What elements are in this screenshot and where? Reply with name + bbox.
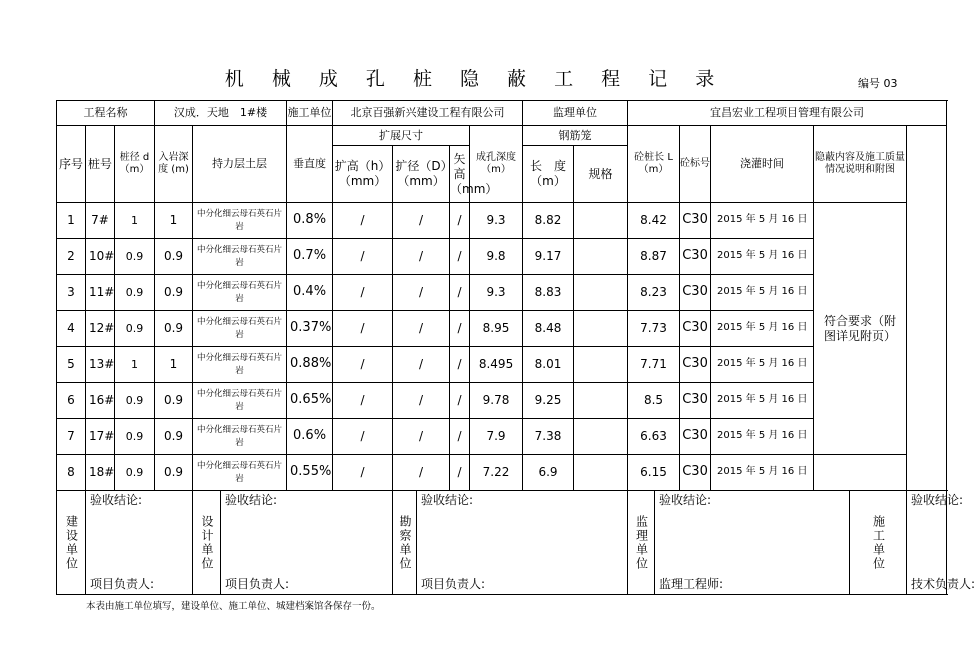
cell-concrete-grade: C30 [680, 347, 711, 383]
header-hole-depth: 成孔深度（m） [470, 126, 523, 203]
cell-arrow-height: / [450, 383, 470, 419]
cell-arrow-height: / [450, 203, 470, 239]
acceptance-unit-name: 设计单位 [193, 491, 221, 595]
cell-seq: 2 [57, 239, 86, 275]
cell-pile: 11# [86, 275, 115, 311]
header-row-1 [57, 126, 947, 146]
cell-expand-height: / [333, 275, 393, 311]
table-row [57, 455, 947, 491]
cell-rock-depth: 0.9 [155, 239, 193, 275]
cell-diameter: 0.9 [115, 383, 155, 419]
cell-verticality: 0.88% [287, 347, 333, 383]
cell-concrete-length: 8.87 [628, 239, 680, 275]
cell-concrete-length: 8.42 [628, 203, 680, 239]
acceptance-conclusion-label: 验收结论: [90, 493, 143, 507]
acceptance-conclusion-label: 验收结论: [225, 493, 278, 507]
cell-cage-length: 8.01 [523, 347, 574, 383]
acceptance-unit-name: 监理单位 [628, 491, 655, 595]
cell-hole-depth: 9.3 [470, 203, 523, 239]
cell-seq: 8 [57, 455, 86, 491]
acceptance-unit-name: 勘察单位 [393, 491, 417, 595]
cell-arrow-height: / [450, 419, 470, 455]
cell-concrete-grade: C30 [680, 455, 711, 491]
cell-hole-depth: 7.9 [470, 419, 523, 455]
cell-verticality: 0.8% [287, 203, 333, 239]
cell-concrete-grade: C30 [680, 203, 711, 239]
cell-hole-depth: 9.8 [470, 239, 523, 275]
cell-expand-diameter: / [393, 419, 450, 455]
header-cage-spec: 规格 [574, 146, 628, 203]
cell-bearing-layer: 中分化细云母石英石片岩 [193, 311, 287, 347]
cell-pour-date: 2015 年 5 月 16 日 [711, 239, 814, 275]
page-title: 机 械 成 孔 桩 隐 蔽 工 程 记 录 [224, 68, 726, 90]
cell-bearing-layer: 中分化细云母石英石片岩 [193, 383, 287, 419]
cell-expand-height: / [333, 239, 393, 275]
header-concrete-grade: 砼标号 [680, 126, 711, 203]
cell-verticality: 0.55% [287, 455, 333, 491]
cell-arrow-height: / [450, 347, 470, 383]
cell-pour-date: 2015 年 5 月 16 日 [711, 203, 814, 239]
cell-pour-date: 2015 年 5 月 16 日 [711, 455, 814, 491]
cell-bearing-layer: 中分化细云母石英石片岩 [193, 419, 287, 455]
cell-diameter: 1 [115, 347, 155, 383]
project-name-label: 工程名称 [57, 101, 155, 126]
header-expand-size: 扩展尺寸 [333, 126, 470, 146]
supervision-unit-value: 宜昌宏业工程项目管理有限公司 [628, 101, 947, 126]
cell-verticality: 0.7% [287, 239, 333, 275]
cell-cage-length: 8.83 [523, 275, 574, 311]
cell-cage-spec [574, 275, 628, 311]
cell-concrete-grade: C30 [680, 419, 711, 455]
cell-hole-depth: 8.495 [470, 347, 523, 383]
cell-expand-diameter: / [393, 311, 450, 347]
cell-cage-length: 8.48 [523, 311, 574, 347]
cell-expand-height: / [333, 311, 393, 347]
cell-cage-spec [574, 419, 628, 455]
cell-concrete-grade: C30 [680, 239, 711, 275]
table-row [57, 203, 947, 239]
acceptance-signer-label: 监理工程师: [659, 577, 724, 591]
header-arrow-height: 矢高（mm） [450, 146, 470, 203]
cell-pile: 18# [86, 455, 115, 491]
header-rock-depth: 入岩深度 (m) [155, 126, 193, 203]
cell-cage-spec [574, 239, 628, 275]
cell-bearing-layer: 中分化细云母石英石片岩 [193, 347, 287, 383]
cell-bearing-layer: 中分化细云母石英石片岩 [193, 239, 287, 275]
cell-hole-depth: 8.95 [470, 311, 523, 347]
table-row [57, 311, 947, 347]
acceptance-signer-label: 项目负责人: [90, 577, 155, 591]
cell-pile: 7# [86, 203, 115, 239]
acceptance-conclusion-label: 验收结论: [911, 493, 964, 507]
cell-expand-height: / [333, 203, 393, 239]
table-row [57, 419, 947, 455]
cell-rock-depth: 1 [155, 203, 193, 239]
cell-diameter: 0.9 [115, 311, 155, 347]
cell-expand-height: / [333, 347, 393, 383]
cell-diameter: 1 [115, 203, 155, 239]
cell-concrete-length: 6.15 [628, 455, 680, 491]
acceptance-row [57, 491, 947, 595]
acceptance-signer-label: 项目负责人: [421, 577, 486, 591]
acceptance-signer-label: 项目负责人: [225, 577, 290, 591]
cell-hole-depth: 7.22 [470, 455, 523, 491]
cell-pile: 13# [86, 347, 115, 383]
cell-cage-length: 9.17 [523, 239, 574, 275]
cell-seq: 5 [57, 347, 86, 383]
cell-concrete-length: 7.71 [628, 347, 680, 383]
cell-expand-diameter: / [393, 239, 450, 275]
header-expand-height: 扩高（h）（mm） [333, 146, 393, 203]
cell-arrow-height: / [450, 455, 470, 491]
acceptance-signer-label: 技术负责人: [911, 577, 975, 591]
cell-concrete-grade: C30 [680, 275, 711, 311]
acceptance-block [417, 491, 628, 595]
cell-pour-date: 2015 年 5 月 16 日 [711, 383, 814, 419]
cell-cage-spec [574, 203, 628, 239]
table-row [57, 239, 947, 275]
cell-cage-length: 9.25 [523, 383, 574, 419]
remark-empty-cell [814, 455, 907, 491]
cell-seq: 3 [57, 275, 86, 311]
acceptance-unit-name: 施工单位 [850, 491, 907, 595]
table-row [57, 347, 947, 383]
cell-cage-spec [574, 383, 628, 419]
cell-expand-height: / [333, 383, 393, 419]
cell-expand-diameter: / [393, 383, 450, 419]
cell-expand-diameter: / [393, 203, 450, 239]
cell-diameter: 0.9 [115, 455, 155, 491]
cell-hole-depth: 9.78 [470, 383, 523, 419]
cell-pour-date: 2015 年 5 月 16 日 [711, 419, 814, 455]
footnote: 本表由施工单位填写，建设单位、施工单位、城建档案馆各保存一份。 [86, 601, 381, 612]
cell-bearing-layer: 中分化细云母石英石片岩 [193, 275, 287, 311]
header-pour-time: 浇灌时间 [711, 126, 814, 203]
cell-cage-spec [574, 347, 628, 383]
header-verticality: 垂直度 [287, 126, 333, 203]
acceptance-block [221, 491, 393, 595]
cell-expand-diameter: / [393, 455, 450, 491]
project-name-value: 汉成．天地 1#楼 [155, 101, 287, 126]
cell-expand-diameter: / [393, 275, 450, 311]
header-pile: 桩号 [86, 126, 115, 203]
cell-pour-date: 2015 年 5 月 16 日 [711, 275, 814, 311]
cell-verticality: 0.4% [287, 275, 333, 311]
cell-pour-date: 2015 年 5 月 16 日 [711, 347, 814, 383]
cell-pile: 16# [86, 383, 115, 419]
cell-seq: 1 [57, 203, 86, 239]
cell-concrete-length: 8.5 [628, 383, 680, 419]
cell-concrete-grade: C30 [680, 311, 711, 347]
header-seq: 序号 [57, 126, 86, 203]
cell-seq: 6 [57, 383, 86, 419]
header-bearing-layer: 持力层土层 [193, 126, 287, 203]
cell-seq: 4 [57, 311, 86, 347]
construction-unit-label: 施工单位 [287, 101, 333, 126]
cell-bearing-layer: 中分化细云母石英石片岩 [193, 455, 287, 491]
header-hidden-content: 隐蔽内容及施工质量情况说明和附图 [814, 126, 907, 203]
cell-verticality: 0.37% [287, 311, 333, 347]
cell-rock-depth: 1 [155, 347, 193, 383]
construction-unit-value: 北京百强新兴建设工程有限公司 [333, 101, 523, 126]
cell-concrete-length: 7.73 [628, 311, 680, 347]
cell-pile: 17# [86, 419, 115, 455]
info-row [57, 101, 947, 126]
remark-cell: 符合要求（附图详见附页） [814, 203, 907, 455]
acceptance-block [655, 491, 850, 595]
cell-concrete-length: 8.23 [628, 275, 680, 311]
cell-rock-depth: 0.9 [155, 311, 193, 347]
header-cage: 钢筋笼 [523, 126, 628, 146]
cell-arrow-height: / [450, 275, 470, 311]
acceptance-conclusion-label: 验收结论: [421, 493, 474, 507]
cell-cage-length: 7.38 [523, 419, 574, 455]
cell-pile: 10# [86, 239, 115, 275]
cell-rock-depth: 0.9 [155, 383, 193, 419]
cell-arrow-height: / [450, 239, 470, 275]
cell-hole-depth: 9.3 [470, 275, 523, 311]
cell-seq: 7 [57, 419, 86, 455]
serial-number: 编号 03 [858, 77, 898, 90]
header-diameter: 桩径 d（m） [115, 126, 155, 203]
cell-expand-diameter: / [393, 347, 450, 383]
cell-rock-depth: 0.9 [155, 275, 193, 311]
cell-cage-length: 6.9 [523, 455, 574, 491]
cell-cage-spec [574, 455, 628, 491]
cell-expand-height: / [333, 419, 393, 455]
cell-cage-spec [574, 311, 628, 347]
cell-concrete-length: 6.63 [628, 419, 680, 455]
acceptance-block [907, 491, 975, 595]
cell-expand-height: / [333, 455, 393, 491]
acceptance-conclusion-label: 验收结论: [659, 493, 712, 507]
cell-cage-length: 8.82 [523, 203, 574, 239]
table-row [57, 275, 947, 311]
cell-verticality: 0.6% [287, 419, 333, 455]
header-cage-length: 长 度（m） [523, 146, 574, 203]
cell-concrete-grade: C30 [680, 383, 711, 419]
cell-arrow-height: / [450, 311, 470, 347]
cell-pour-date: 2015 年 5 月 16 日 [711, 311, 814, 347]
acceptance-block [86, 491, 193, 595]
cell-diameter: 0.9 [115, 239, 155, 275]
acceptance-unit-name: 建设单位 [57, 491, 86, 595]
cell-diameter: 0.9 [115, 419, 155, 455]
supervision-unit-label: 监理单位 [523, 101, 628, 126]
record-table [56, 100, 975, 595]
cell-bearing-layer: 中分化细云母石英石片岩 [193, 203, 287, 239]
header-concrete-length: 砼桩长 L（m） [628, 126, 680, 203]
cell-pile: 12# [86, 311, 115, 347]
cell-rock-depth: 0.9 [155, 455, 193, 491]
header-expand-diameter: 扩径（D）（mm） [393, 146, 450, 203]
table-row [57, 383, 947, 419]
cell-rock-depth: 0.9 [155, 419, 193, 455]
cell-diameter: 0.9 [115, 275, 155, 311]
cell-verticality: 0.65% [287, 383, 333, 419]
